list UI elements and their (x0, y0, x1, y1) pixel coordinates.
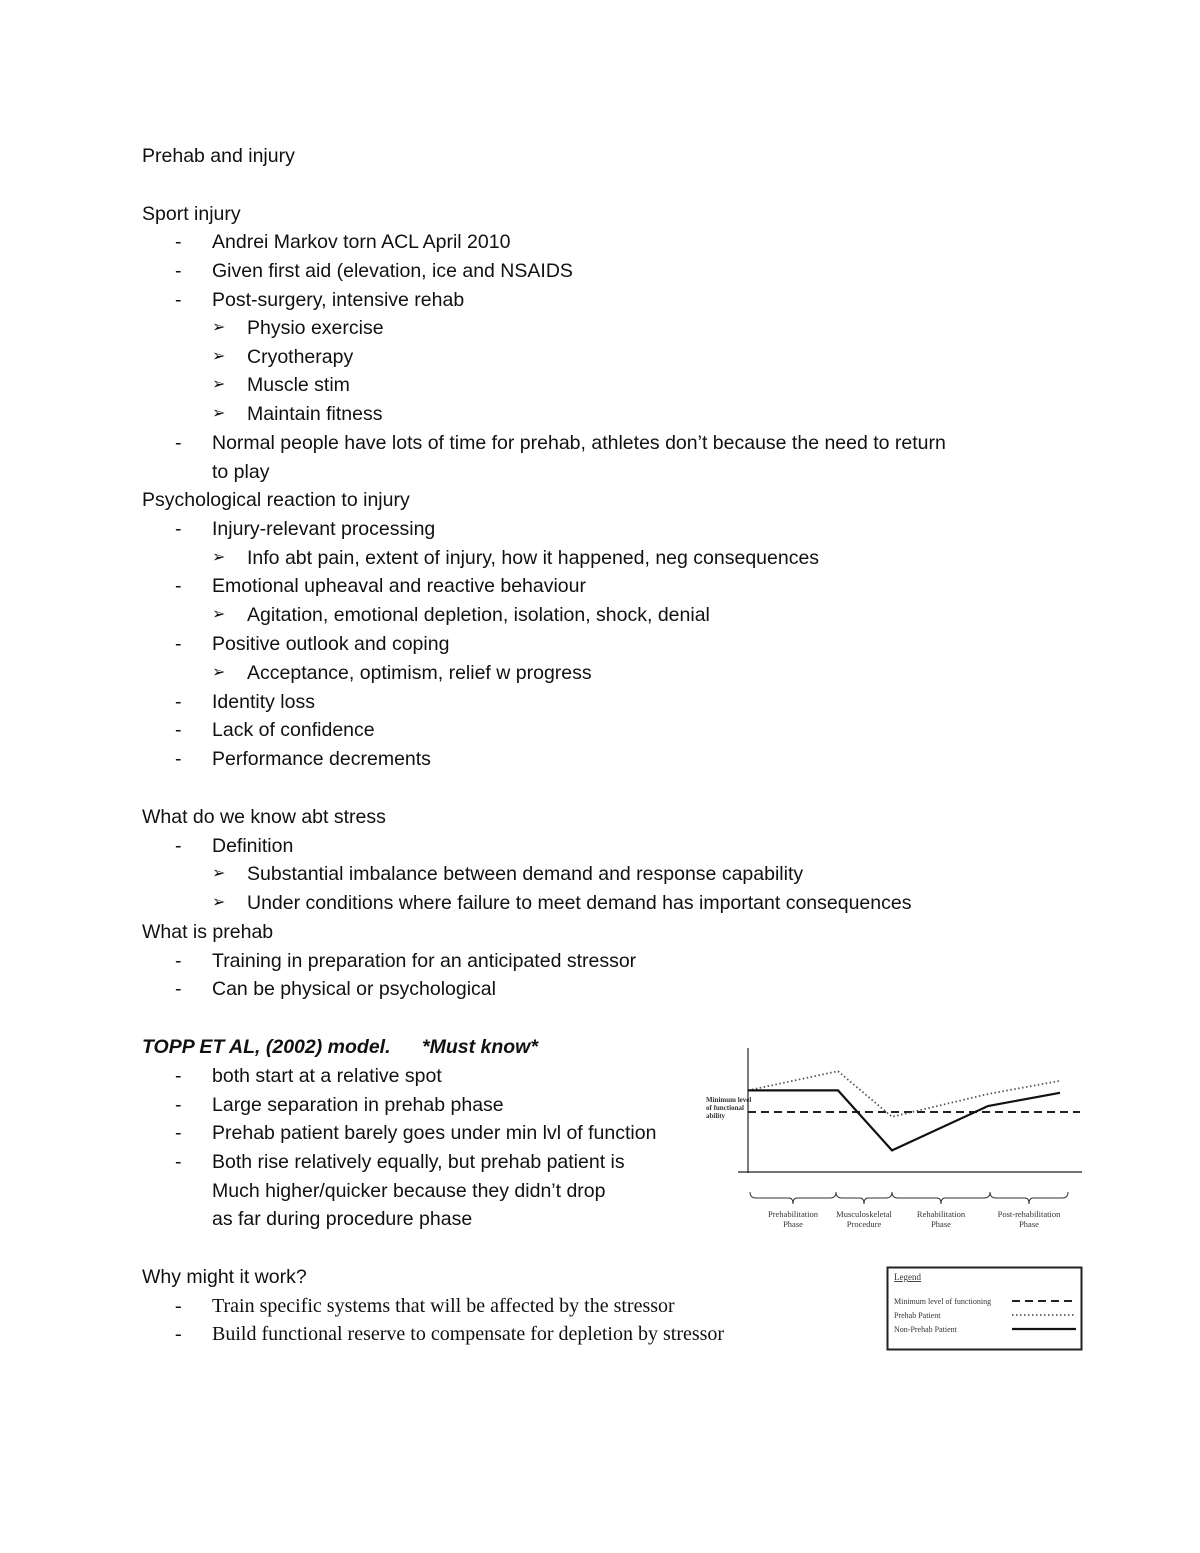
list-item-text: Identity loss (212, 691, 315, 713)
phase-brace (990, 1192, 1068, 1204)
bullet-dash: - (175, 1065, 182, 1087)
arrow-bullet-icon: ➢ (212, 319, 226, 336)
heading-sport-injury: Sport injury (142, 203, 241, 225)
list-item-text: Positive outlook and coping (212, 633, 450, 655)
y-axis-label-text (706, 1096, 751, 1120)
list-item-text: both start at a relative spot (212, 1065, 442, 1087)
arrow-bullet-icon: ➢ (212, 376, 226, 393)
heading-why: Why might it work? (142, 1266, 307, 1288)
list-item-text: Train specific systems that will be affected by the stressor (212, 1295, 675, 1317)
phase-label-line: Musculoskeletal (836, 1209, 892, 1219)
bullet-dash: - (175, 575, 182, 597)
arrow-bullet-icon: ➢ (212, 606, 226, 623)
bullet-dash: - (175, 1122, 182, 1144)
list-item-continuation: as far during procedure phase (212, 1208, 473, 1230)
phase-label (836, 1209, 892, 1229)
phase-label-line: Phase (1019, 1219, 1039, 1229)
sub-list-item-text: Info abt pain, extent of injury, how it happened, neg consequences (247, 547, 820, 569)
bullet-dash: - (175, 432, 182, 454)
bullet-dash: - (175, 1151, 182, 1173)
heading-topp-model (142, 1033, 538, 1061)
arrow-bullet-icon: ➢ (212, 405, 226, 422)
arrow-bullet-icon: ➢ (212, 549, 226, 566)
page-title: Prehab and injury (142, 145, 295, 167)
bullet-dash: - (175, 950, 182, 972)
list-item-text: Given first aid (elevation, ice and NSAIDS (212, 260, 573, 282)
bullet-dash: - (175, 518, 182, 540)
arrow-bullet-icon: ➢ (212, 894, 226, 911)
phase-label-line: Procedure (846, 1219, 882, 1229)
bullet-dash: - (175, 1094, 182, 1116)
bullet-dash: - (175, 1295, 182, 1317)
sub-list-item-text: Physio exercise (247, 317, 384, 339)
topp-title: TOPP ET AL, (2002) model. (142, 1036, 391, 1058)
arrow-bullet-icon: ➢ (212, 865, 226, 882)
y-axis-label (706, 1096, 751, 1120)
list-item-text: Can be physical or psychological (212, 978, 496, 1000)
must-know-note: *Must know* (422, 1036, 538, 1058)
phase-brace (836, 1192, 892, 1204)
sub-list-item-text: Muscle stim (247, 374, 350, 396)
list-item-text: Emotional upheaval and reactive behaviour (212, 575, 586, 597)
list-item-text: Normal people have lots of time for prehab, athletes don’t because the need to return (212, 432, 946, 454)
phase-brace (750, 1192, 836, 1204)
series-line-prehab-patient (748, 1071, 1060, 1117)
bullet-dash: - (175, 633, 182, 655)
heading-psych-reaction: Psychological reaction to injury (142, 489, 410, 511)
bullet-dash: - (175, 260, 182, 282)
y-axis-label-line: ability (706, 1112, 726, 1120)
heading-prehab: What is prehab (142, 921, 274, 943)
arrow-bullet-icon: ➢ (212, 664, 226, 681)
heading-stress: What do we know abt stress (142, 806, 386, 828)
phase-brace (892, 1192, 990, 1204)
list-item-text: Training in preparation for an anticipated stressor (212, 950, 637, 972)
arrow-bullet-icon: ➢ (212, 348, 226, 365)
bullet-dash: - (175, 748, 182, 770)
list-item-text: Lack of confidence (212, 719, 375, 741)
sub-list-item-text: Acceptance, optimism, relief w progress (247, 662, 592, 684)
list-item-text: Andrei Markov torn ACL April 2010 (212, 231, 511, 253)
sub-list-item-text: Substantial imbalance between demand and response capability (247, 863, 804, 885)
phase-label-line: Post-rehabilitation (997, 1209, 1061, 1219)
phase-label (917, 1209, 966, 1229)
list-item-text: Build functional reserve to compensate for depletion by stressor (212, 1323, 725, 1345)
phase-label (998, 1209, 1062, 1229)
legend-item-label: Minimum level of functioning (894, 1297, 992, 1306)
bullet-dash: - (175, 978, 182, 1000)
legend-title: Legend (894, 1272, 921, 1282)
legend-item-label: Non-Prehab Patient (894, 1325, 957, 1334)
list-item-continuation: Much higher/quicker because they didn’t drop (212, 1180, 606, 1202)
topp-model-chart (700, 1040, 1090, 1240)
bullet-dash: - (175, 231, 182, 253)
y-axis-label-line: of functional (706, 1104, 744, 1112)
sub-list-item-text: Maintain fitness (247, 403, 383, 425)
list-item-text: Injury-relevant processing (212, 518, 436, 540)
sub-list-item-text: Agitation, emotional depletion, isolation, shock, denial (247, 604, 710, 626)
list-item-text: Post-surgery, intensive rehab (212, 289, 465, 311)
series-line-non-prehab-patient (748, 1090, 1060, 1150)
phase-label (768, 1209, 819, 1229)
list-item-text: Performance decrements (212, 748, 431, 770)
list-item-text: Both rise relatively equally, but prehab patient is (212, 1151, 625, 1173)
bullet-dash: - (175, 691, 182, 713)
phase-label-line: Prehabilitation (767, 1209, 819, 1219)
list-item-text: Definition (212, 835, 294, 857)
sub-list-item-text: Under conditions where failure to meet demand has important consequences (247, 892, 912, 914)
chart-legend (886, 1266, 1084, 1352)
phase-label-line: Phase (931, 1219, 951, 1229)
bullet-dash: - (175, 289, 182, 311)
y-axis-label-line: Minimum level (706, 1096, 752, 1104)
list-item-continuation: to play (212, 461, 270, 483)
bullet-dash: - (175, 719, 182, 741)
bullet-dash: - (175, 835, 182, 857)
phase-label-line: Rehabilitation (916, 1209, 966, 1219)
list-item-text: Prehab patient barely goes under min lvl of function (212, 1122, 657, 1144)
phase-label-line: Phase (783, 1219, 803, 1229)
list-item-text: Large separation in prehab phase (212, 1094, 504, 1116)
bullet-dash: - (175, 1323, 182, 1345)
sub-list-item-text: Cryotherapy (247, 346, 354, 368)
legend-item-label: Prehab Patient (894, 1311, 941, 1320)
